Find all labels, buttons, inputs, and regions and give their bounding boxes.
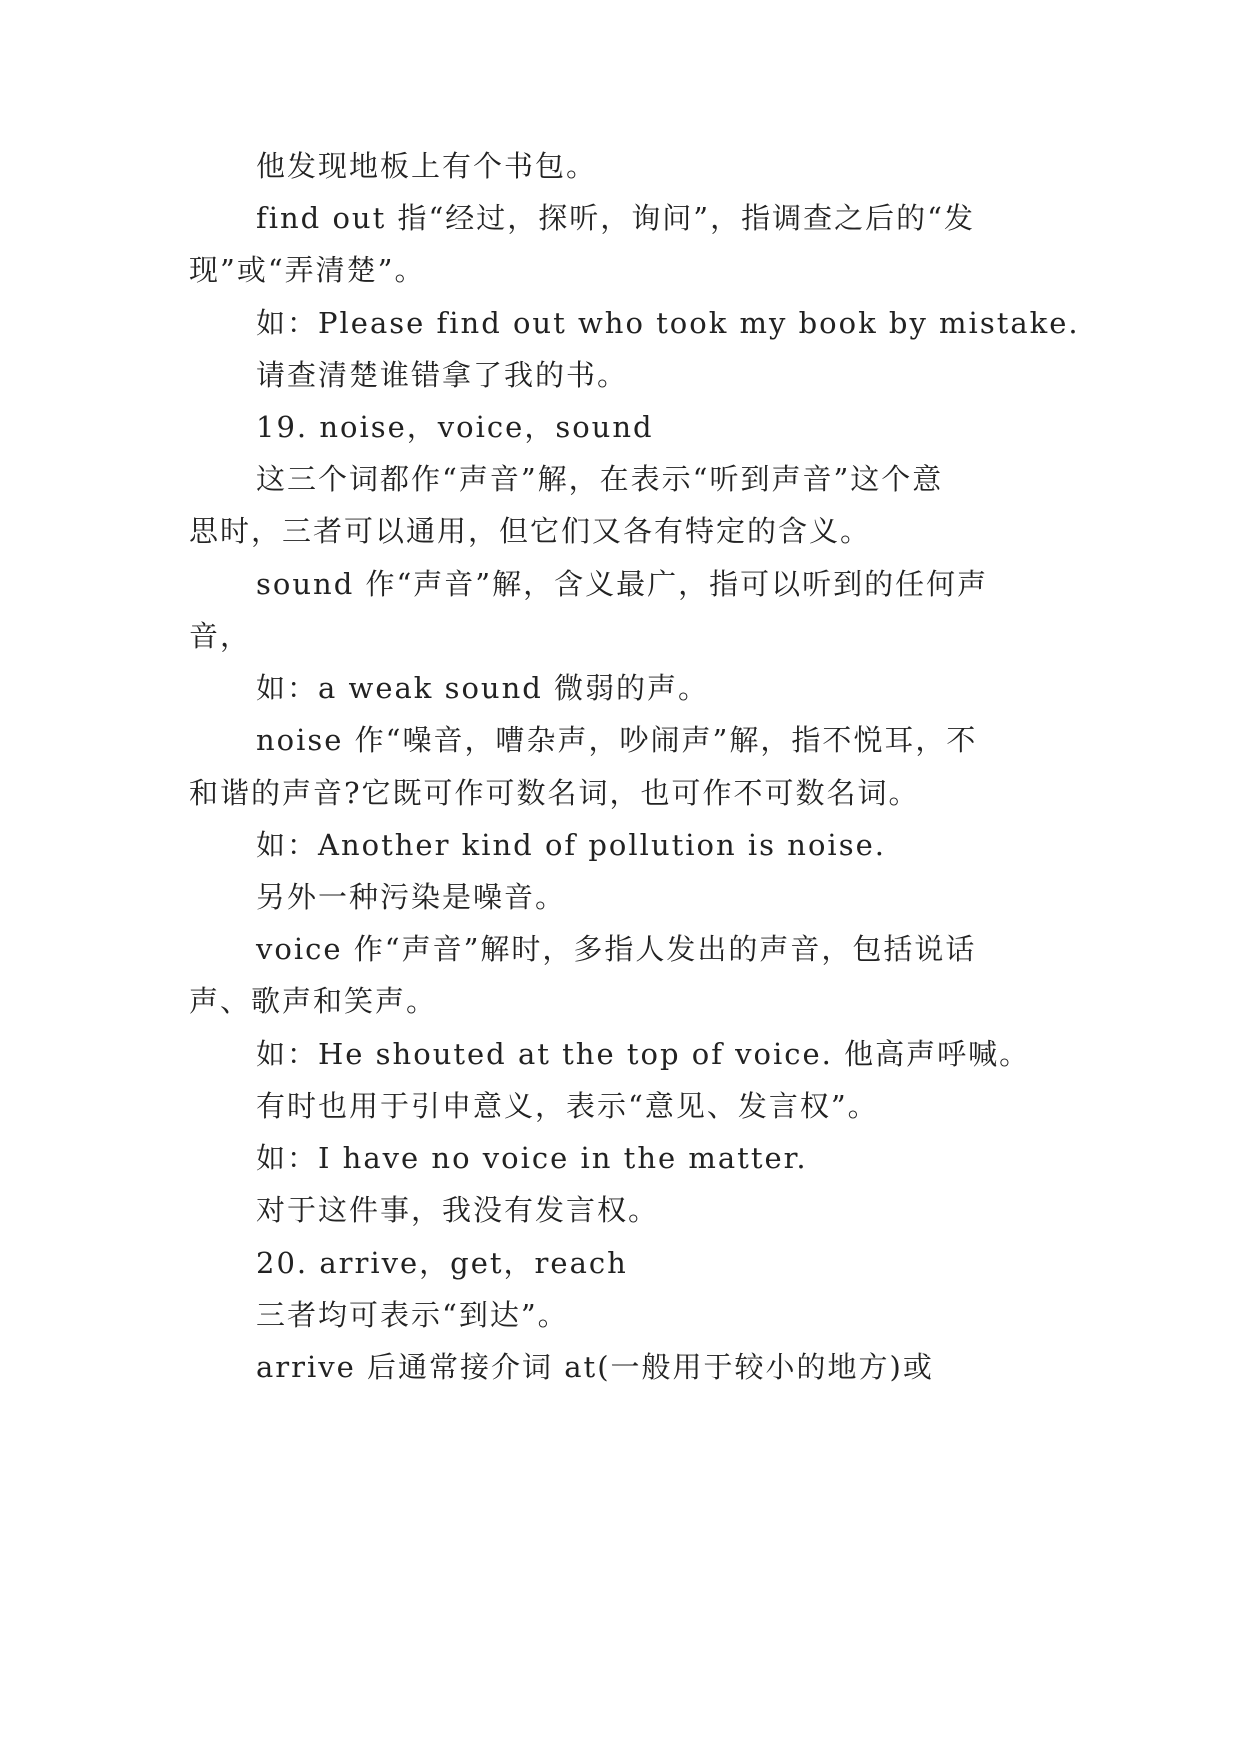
text-line: noise 作“噪音，嘈杂声，吵闹声”解，指不悦耳，不 (256, 723, 978, 757)
text-line: 另外一种污染是噪音。 (256, 880, 567, 914)
text-line: 他发现地板上有个书包。 (256, 149, 598, 183)
section-heading: 20. arrive，get，reach (256, 1246, 628, 1280)
text-line: 这三个词都作“声音”解，在表示“听到声音”这个意 (256, 462, 944, 496)
text-line: 有时也用于引申意义，表示“意见、发言权”。 (256, 1089, 879, 1123)
text-line: 如：Another kind of pollution is noise. (256, 828, 886, 862)
text-line: 如：He shouted at the top of voice. 他高声呼喊。 (256, 1037, 1031, 1071)
text-line: 如：a weak sound 微弱的声。 (256, 671, 710, 705)
text-line: 思时，三者可以通用，但它们又各有特定的含义。 (189, 514, 872, 548)
text-line: 三者均可表示“到达”。 (256, 1298, 569, 1332)
section-heading: 19. noise，voice，sound (256, 410, 654, 444)
text-line: 和谐的声音?它既可作可数名词，也可作不可数名词。 (189, 776, 920, 810)
text-line: 现”或“弄清楚”。 (189, 253, 426, 287)
text-line: arrive 后通常接介词 at(一般用于较小的地方)或 (256, 1350, 934, 1384)
text-line: 如：I have no voice in the matter. (256, 1141, 808, 1175)
text-line: voice 作“声音”解时，多指人发出的声音，包括说话 (256, 932, 977, 966)
text-line: 请查清楚谁错拿了我的书。 (256, 358, 629, 392)
text-line: 如：Please find out who took my book by mistake. (256, 306, 1080, 340)
text-line: 对于这件事，我没有发言权。 (256, 1193, 660, 1227)
text-line: 音， (189, 619, 252, 653)
text-line: sound 作“声音”解，含义最广，指可以听到的任何声 (256, 567, 989, 601)
text-line: find out 指“经过，探听，询问”，指调查之后的“发 (256, 201, 975, 235)
text-line: 声、歌声和笑声。 (189, 984, 438, 1018)
